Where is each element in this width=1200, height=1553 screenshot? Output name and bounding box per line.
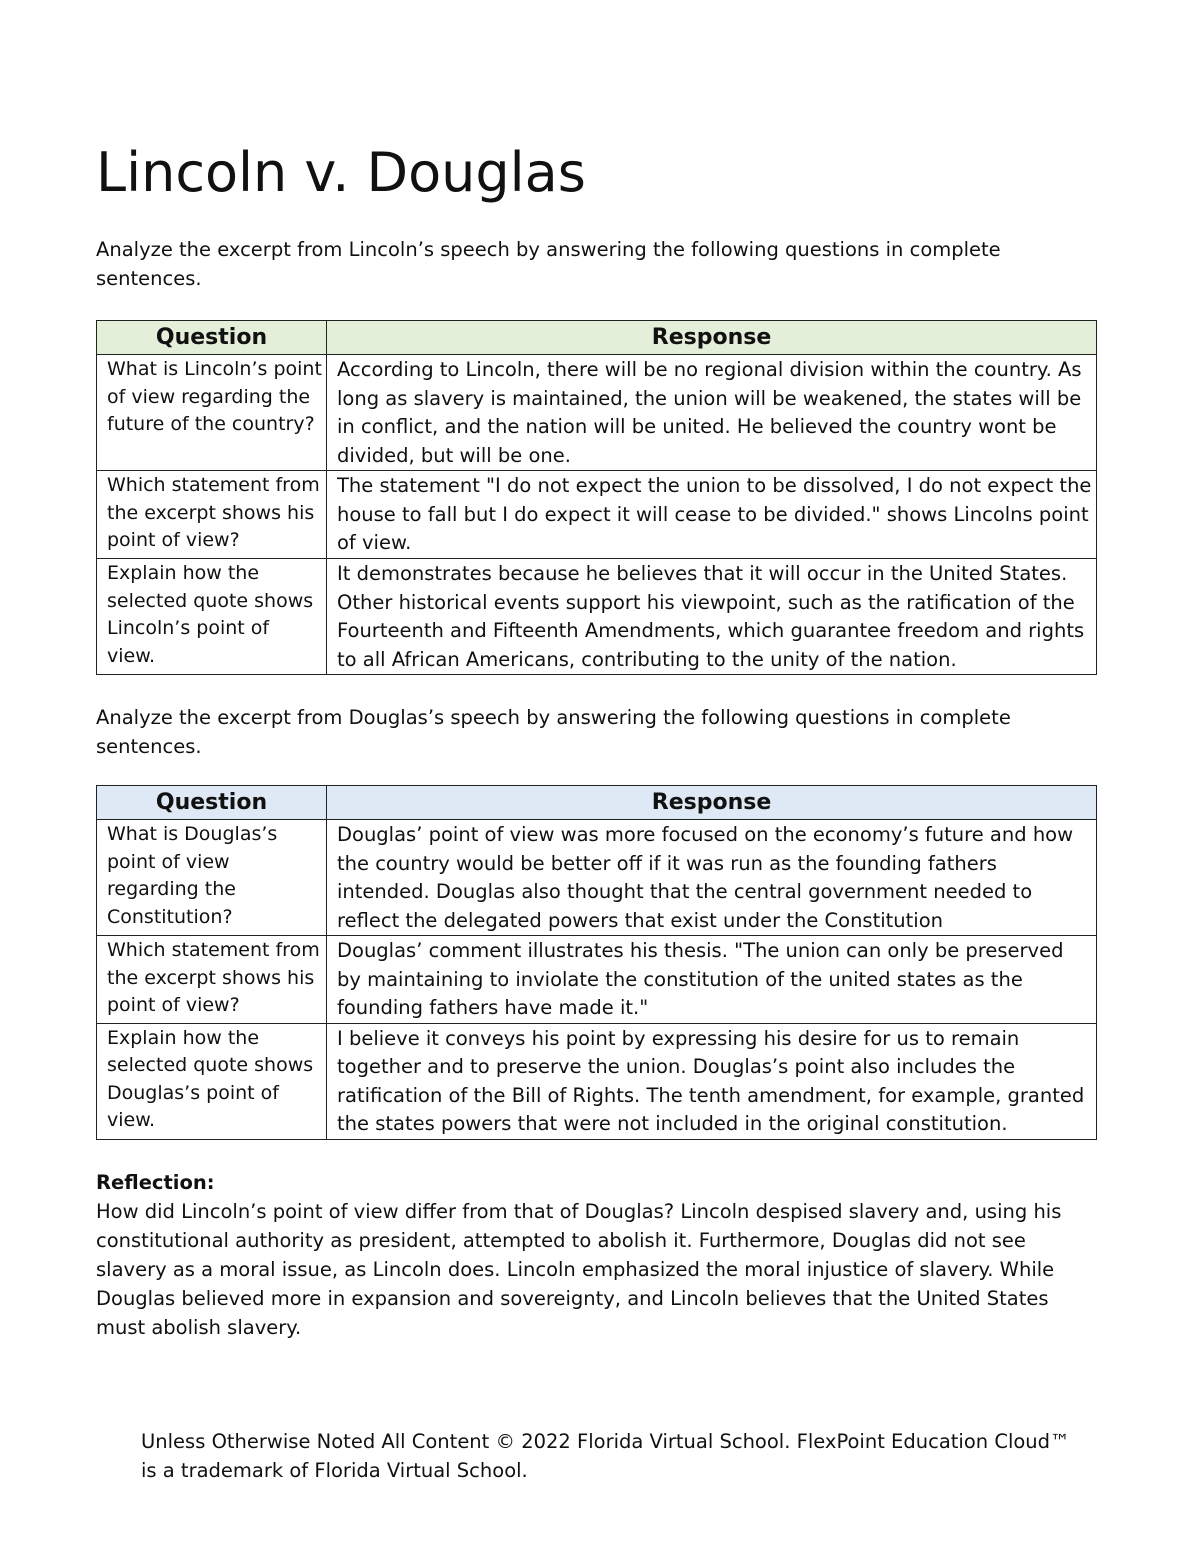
response-cell: Douglas’ point of view was more focused on the economy’s future and how the country would be better off if it was run as the founding fathers intended. Douglas also thought that the central government needed to reflect the delegated powers that exist under the Constitution bbox=[327, 820, 1097, 936]
reflection-heading: Reflection: bbox=[96, 1171, 215, 1194]
table-header-row bbox=[97, 321, 1097, 355]
douglas-question-table bbox=[96, 785, 1097, 1140]
reflection-section bbox=[96, 1168, 1096, 1342]
table-row bbox=[97, 1023, 1097, 1139]
table-row bbox=[97, 355, 1097, 471]
question-column-header: Question bbox=[97, 321, 327, 355]
question-cell: Explain how the selected quote shows Douglas’s point of view. bbox=[97, 1023, 327, 1139]
reflection-text: How did Lincoln’s point of view differ from that of Douglas? Lincoln despised slavery and, using his constitutional authority as president, attempted to abolish it. Furthermore, Douglas did not see slavery as a moral issue, as Lincoln does. Lincoln emphasized the moral injustice of slavery. While Douglas believed more in expansion and sovereignty, and Lincoln believes that the United States must abolish slavery. bbox=[96, 1200, 1062, 1339]
question-column-header: Question bbox=[97, 786, 327, 820]
lincoln-instructions: Analyze the excerpt from Lincoln’s speech by answering the following questions in complete sentences. bbox=[96, 238, 1001, 290]
table-row bbox=[97, 559, 1097, 675]
lincoln-question-table bbox=[96, 320, 1097, 675]
response-cell: According to Lincoln, there will be no regional division within the country. As long as slavery is maintained, the union will be weakened, the states will be in conflict, and the nation will be united. He believed the country wont be divided, but will be one. bbox=[327, 355, 1097, 471]
table-row bbox=[97, 936, 1097, 1024]
question-cell: What is Douglas’s point of view regarding the Constitution? bbox=[97, 820, 327, 936]
table-row bbox=[97, 471, 1097, 559]
page-title: Lincoln v. Douglas bbox=[96, 141, 586, 204]
question-cell: Which statement from the excerpt shows his point of view? bbox=[97, 471, 327, 559]
question-cell: Explain how the selected quote shows Lincoln’s point of view. bbox=[97, 559, 327, 675]
response-cell: The statement "I do not expect the union to be dissolved, I do not expect the house to fall but I do expect it will cease to be divided." shows Lincolns point of view. bbox=[327, 471, 1097, 559]
table-row bbox=[97, 820, 1097, 936]
response-column-header: Response bbox=[327, 321, 1097, 355]
response-cell: Douglas’ comment illustrates his thesis. "The union can only be preserved by maintaining to inviolate the constitution of the united states as the founding fathers have made it." bbox=[327, 936, 1097, 1024]
response-cell: I believe it conveys his point by expressing his desire for us to remain together and to preserve the union. Douglas’s point also includes the ratification of the Bill of Rights. The tenth amendment, for example, granted the states powers that were not included in the original constitution. bbox=[327, 1023, 1097, 1139]
response-column-header: Response bbox=[327, 786, 1097, 820]
question-cell: Which statement from the excerpt shows his point of view? bbox=[97, 936, 327, 1024]
question-cell: What is Lincoln’s point of view regarding the future of the country? bbox=[97, 355, 327, 471]
douglas-instructions: Analyze the excerpt from Douglas’s speech by answering the following questions in complete sentences. bbox=[96, 706, 1011, 758]
copyright-footer: Unless Otherwise Noted All Content © 2022 Florida Virtual School. FlexPoint Education Cloud™ is a trademark of Florida Virtual School. bbox=[141, 1430, 1070, 1482]
table-header-row bbox=[97, 786, 1097, 820]
response-cell: It demonstrates because he believes that it will occur in the United States. Other historical events support his viewpoint, such as the ratification of the Fourteenth and Fifteenth Amendments, which guarantee freedom and rights to all African Americans, contributing to the unity of the nation. bbox=[327, 559, 1097, 675]
